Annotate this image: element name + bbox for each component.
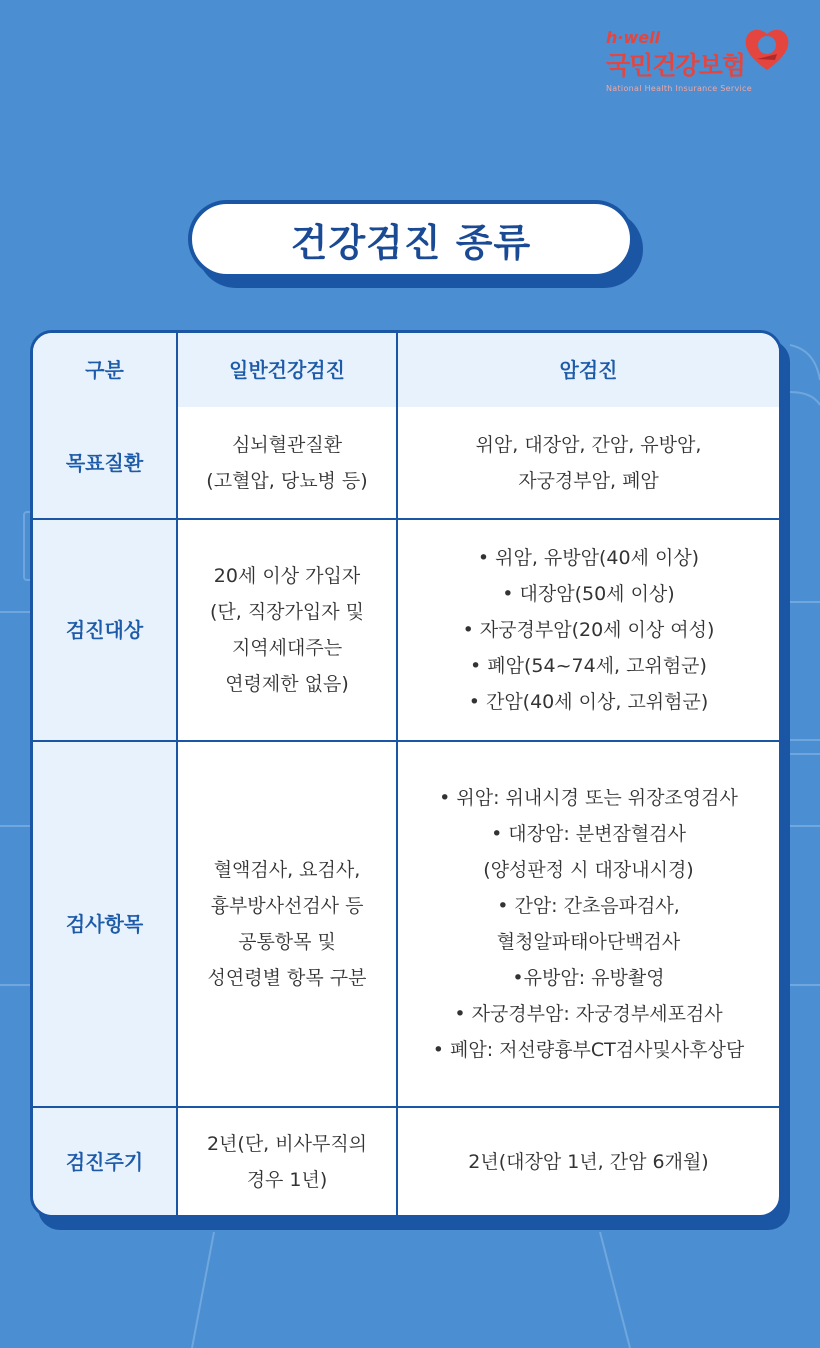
row-label-eligibility: 검진대상 <box>33 519 177 741</box>
row-label-checkup-cycle: 검진주기 <box>33 1107 177 1215</box>
page-title: 건강검진 종류 <box>290 220 532 265</box>
cell-cancer-test-items: • 위암: 위내시경 또는 위장조영검사 • 대장암: 분변잠혈검사 (양성판정 시 대장내시경) • 간암: 간초음파검사, 혈청알파태아단백검사 •유방암: 유방촬영 • 자궁경부암: 자궁경부세포검사 • 폐암: 저선량흉부CT검사및사후상담 <box>397 741 779 1107</box>
cell-general-target-disease: 심뇌혈관질환 (고혈압, 당뇨병 등) <box>177 407 397 519</box>
cell-cancer-target-disease: 위암, 대장암, 간암, 유방암, 자궁경부암, 폐암 <box>397 407 779 519</box>
logo-name: 국민건강보험 <box>606 51 745 80</box>
header-category: 구분 <box>33 333 177 407</box>
cell-general-checkup-cycle: 2년(단, 비사무직의 경우 1년) <box>177 1107 397 1215</box>
table-header-row <box>33 333 779 407</box>
table-row <box>33 519 779 741</box>
cell-general-test-items: 혈액검사, 요검사, 흉부방사선검사 등 공통항목 및 성연령별 항목 구분 <box>177 741 397 1107</box>
table-row <box>33 407 779 519</box>
cell-cancer-eligibility: • 위암, 유방암(40세 이상) • 대장암(50세 이상) • 자궁경부암(20세 이상 여성) • 폐암(54~74세, 고위험군) • 간암(40세 이상, 고위험군) <box>397 519 779 741</box>
row-label-test-items: 검사항목 <box>33 741 177 1107</box>
header-cancer-checkup: 암검진 <box>397 333 779 407</box>
logo-english: National Health Insurance Service <box>606 84 752 93</box>
heart-logo-icon <box>742 26 792 72</box>
checkup-table-card <box>30 330 782 1218</box>
table-row <box>33 741 779 1107</box>
cell-cancer-checkup-cycle: 2년(대장암 1년, 간암 6개월) <box>397 1107 779 1215</box>
row-label-target-disease: 목표질환 <box>33 407 177 519</box>
title-banner <box>188 200 634 278</box>
table-row <box>33 1107 779 1215</box>
nhis-logo <box>606 28 802 108</box>
header-general-checkup: 일반건강검진 <box>177 333 397 407</box>
checkup-types-table <box>33 333 779 1215</box>
logo-tagline: h·well <box>606 28 661 47</box>
cell-general-eligibility: 20세 이상 가입자 (단, 직장가입자 및 지역세대주는 연령제한 없음) <box>177 519 397 741</box>
